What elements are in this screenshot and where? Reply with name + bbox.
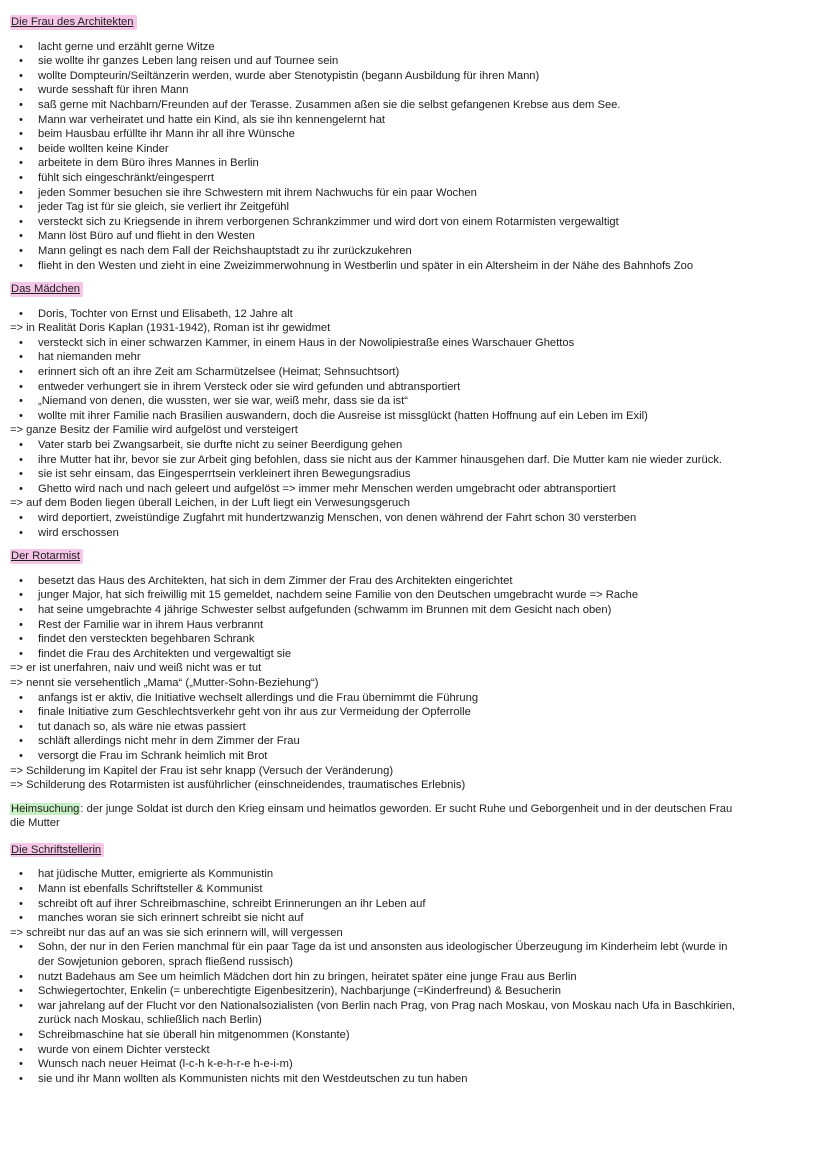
item-text: wird deportiert, zweistündige Zugfahrt mit hundertzwanzig Menschen, von denen während der Fahrt schon 30 versterben: [38, 512, 637, 524]
item-text: Sohn, der nur in den Ferien manchmal für ein paar Tage da ist und ansonsten aus ideologischer Überzeugung im Kinderheim lebt (wurde in: [38, 941, 728, 954]
bullet-dot-icon: •: [19, 215, 23, 228]
item-text: besetzt das Haus des Architekten, hat sich in dem Zimmer der Frau des Architekten eingerichtet: [38, 574, 513, 587]
arrow-note: [10, 321, 818, 336]
arrow-note: [10, 926, 818, 941]
item-text: zurück nach Moskau, schließlich nach Berlin): [38, 1014, 262, 1027]
arrow-note: [10, 676, 818, 691]
bullet-dot-icon: •: [19, 868, 23, 881]
bullet-dot-icon: •: [19, 380, 23, 393]
bullet-item: [10, 632, 818, 647]
bullet-dot-icon: •: [19, 691, 23, 704]
bullet-item: [10, 467, 818, 482]
bullet-dot-icon: •: [19, 98, 23, 111]
bullet-item: [10, 200, 818, 215]
item-text: Vater starb bei Zwangsarbeit, sie durfte nicht zu seiner Beerdigung gehen: [38, 439, 403, 452]
item-text: nutzt Badehaus am See um heimlich Mädchen dort hin zu bringen, heiratet später eine junge Frau aus Berlin: [38, 970, 577, 983]
item-text: Mann ist ebenfalls Schriftsteller & Kommunist: [38, 883, 263, 896]
bullet-item: [10, 438, 818, 453]
arrow-note: [10, 423, 818, 438]
bullet-item: [10, 970, 818, 985]
item-text: entweder verhungert sie in ihrem Versteck oder sie wird gefunden und abtransportiert: [38, 380, 461, 393]
bullet-dot-icon: •: [19, 113, 23, 126]
bullet-dot-icon: •: [19, 84, 23, 97]
item-text: saß gerne mit Nachbarn/Freunden auf der Terasse. Zusammen aßen sie die selbst gefangenen Krebse aus dem See.: [38, 98, 621, 111]
bullet-dot-icon: •: [19, 1043, 23, 1056]
item-text: beide wollten keine Kinder: [38, 142, 169, 155]
section: [10, 282, 818, 540]
item-text: der Sowjetunion geboren, sprach fließend russisch): [38, 956, 293, 969]
bullet-dot-icon: •: [19, 453, 23, 466]
bullet-dot-icon: •: [19, 618, 23, 631]
item-text: wurde von einem Dichter versteckt: [38, 1043, 210, 1056]
section: [10, 15, 818, 273]
item-text: versteckt sich in einer schwarzen Kammer, in einem Haus in der Nowolipiestraße eines Warschauer Ghettos: [38, 336, 575, 349]
bullet-item: [10, 647, 818, 662]
bullet-item: [10, 526, 818, 541]
bullet-item: [10, 897, 818, 912]
item-text: sie wollte ihr ganzes Leben lang reisen und auf Tournee sein: [38, 55, 339, 68]
bullet-item: [10, 911, 818, 926]
section-items: [10, 867, 818, 1086]
bullet-item: [10, 705, 818, 720]
arrow-note: [10, 661, 818, 676]
bullet-item: [10, 734, 818, 749]
bullet-item: [10, 511, 818, 526]
item-text: arbeitete in dem Büro ihres Mannes in Berlin: [38, 157, 259, 170]
item-text: finale Initiative zum Geschlechtsverkehr geht von ihr aus zur Vermeidung der Opferrolle: [38, 706, 471, 719]
bullet-dot-icon: •: [19, 366, 23, 379]
bullet-item: [10, 940, 818, 955]
bullet-dot-icon: •: [19, 512, 23, 524]
item-text: Mann war verheiratet und hatte ein Kind, als sie ihn kennengelernt hat: [38, 113, 386, 126]
bullet-item: [10, 749, 818, 764]
bullet-item: [10, 453, 818, 468]
arrow-note: [10, 778, 818, 793]
bullet-dot-icon: •: [19, 999, 23, 1012]
bullet-dot-icon: •: [19, 69, 23, 82]
section-heading: Das Mädchen: [10, 282, 83, 297]
item-text: Schwiegertochter, Enkelin (= unberechtigte Eigenbesitzerin), Nachbarjunge (=Kinderfreund) & Besucherin: [38, 985, 562, 998]
section-items: [10, 574, 818, 793]
section: [10, 549, 818, 793]
item-text: Wunsch nach neuer Heimat (l-c-h k-e-h-r-e h-e-i-m): [38, 1058, 293, 1071]
item-text: hat jüdische Mutter, emigrierte als Kommunistin: [38, 868, 274, 881]
bullet-item: [10, 984, 818, 999]
bullet-dot-icon: •: [19, 244, 23, 257]
item-text: => ganze Besitz der Familie wird aufgelöst und versteigert: [10, 424, 298, 437]
section-heading: Die Schriftstellerin: [10, 843, 104, 858]
bullet-dot-icon: •: [19, 970, 23, 983]
item-text: schreibt oft auf ihrer Schreibmaschine, schreibt Erinnerungen an ihr Leben auf: [38, 897, 426, 910]
bullet-dot-icon: •: [19, 1072, 23, 1085]
bullet-dot-icon: •: [19, 395, 23, 408]
bullet-item: [10, 113, 818, 128]
item-text: manches woran sie sich erinnert schreibt sie nicht auf: [38, 912, 304, 925]
item-text: jeden Sommer besuchen sie ihre Schwestern mit ihrem Nachwuchs für ein paar Wochen: [38, 186, 477, 199]
item-text: => schreibt nur das auf an was sie sich erinnern will, will vergessen: [10, 926, 343, 939]
item-text: wird erschossen: [38, 526, 119, 539]
bullet-item: [10, 244, 818, 259]
bullet-item: [10, 307, 818, 322]
bullet-dot-icon: •: [19, 1058, 23, 1071]
item-text: => nennt sie versehentlich „Mama“ („Mutter-Sohn-Beziehung“): [10, 676, 319, 689]
bullet-item: [10, 1072, 818, 1087]
bullet-dot-icon: •: [19, 633, 23, 646]
item-text: hat seine umgebrachte 4 jährige Schwester selbst aufgefunden (schwamm im Brunnen mit dem Gesicht nach oben): [38, 603, 612, 616]
bullet-item: [10, 1043, 818, 1058]
bullet-item: [10, 336, 818, 351]
bullet-item: [10, 98, 818, 113]
item-text: fühlt sich eingeschränkt/eingesperrt: [38, 171, 214, 184]
bullet-dot-icon: •: [19, 603, 23, 616]
bullet-dot-icon: •: [19, 482, 23, 495]
bullet-item: [10, 215, 818, 230]
sections-container: [10, 15, 818, 793]
section-heading: Die Frau des Architekten: [10, 15, 137, 30]
item-text: lacht gerne und erzählt gerne Witze: [38, 40, 215, 53]
section-items: [10, 40, 818, 274]
bullet-item: [10, 482, 818, 497]
bullet-item: [10, 618, 818, 633]
bullet-dot-icon: •: [19, 647, 23, 660]
bullet-dot-icon: •: [19, 128, 23, 141]
item-text: Doris, Tochter von Ernst und Elisabeth, 12 Jahre alt: [38, 307, 293, 320]
item-text: findet den versteckten begehbaren Schrank: [38, 633, 255, 646]
item-text: findet die Frau des Architekten und vergewaltigt sie: [38, 647, 292, 660]
heimsuchung-text-line1: : der junge Soldat ist durch den Krieg einsam und heimatlos geworden. Er sucht Ruhe und Geborgenheit und in der deutschen Frau: [80, 802, 733, 815]
item-text: ihre Mutter hat ihr, bevor sie zur Arbeit ging befohlen, dass sie nicht aus der Kammer hinausgehen darf. Die Mutter kam nie wieder zurück.: [38, 453, 723, 466]
item-text: => Schilderung des Rotarmisten ist ausführlicher (einschneidendes, traumatisches Erlebnis): [10, 779, 466, 792]
bullet-item: [10, 186, 818, 201]
item-text: junger Major, hat sich freiwillig mit 15 gemeldet, nachdem seine Familie von den Deutschen umgebracht wurde => Rache: [38, 589, 639, 602]
item-text: wurde sesshaft für ihren Mann: [38, 84, 189, 97]
bullet-dot-icon: •: [19, 720, 23, 733]
bullet-item: [10, 574, 818, 589]
continuation-line: [10, 1013, 818, 1028]
bullet-dot-icon: •: [19, 526, 23, 539]
bullet-dot-icon: •: [19, 40, 23, 53]
bullet-item: [10, 603, 818, 618]
item-text: => er ist unerfahren, naiv und weiß nicht was er tut: [10, 662, 262, 675]
bullet-item: [10, 394, 818, 409]
bullet-dot-icon: •: [19, 1029, 23, 1041]
bullet-dot-icon: •: [19, 897, 23, 910]
item-text: Rest der Familie war in ihrem Haus verbrannt: [38, 618, 264, 631]
bullet-item: [10, 83, 818, 98]
bullet-dot-icon: •: [19, 735, 23, 748]
bullet-item: [10, 171, 818, 186]
item-text: Ghetto wird nach und nach geleert und aufgelöst => immer mehr Menschen werden umgebracht oder abtransportiert: [38, 482, 616, 495]
bullet-item: [10, 69, 818, 84]
item-text: erinnert sich oft an ihre Zeit am Scharmützelsee (Heimat; Sehnsuchtsort): [38, 366, 400, 379]
bullet-dot-icon: •: [19, 749, 23, 762]
bullet-dot-icon: •: [19, 259, 23, 272]
bullet-item: [10, 380, 818, 395]
bullet-item: [10, 999, 818, 1014]
item-text: => in Realität Doris Kaplan (1931-1942), Roman ist ihr gewidmet: [10, 322, 331, 335]
bullet-dot-icon: •: [19, 409, 23, 422]
item-text: beim Hausbau erfüllte ihr Mann ihr all ihre Wünsche: [38, 128, 295, 141]
bullet-dot-icon: •: [19, 468, 23, 481]
bullet-dot-icon: •: [19, 941, 23, 954]
bullet-dot-icon: •: [19, 186, 23, 199]
item-text: „Niemand von denen, die wussten, wer sie war, weiß mehr, dass sie da ist“: [38, 395, 408, 408]
item-text: jeder Tag ist für sie gleich, sie verliert ihr Zeitgefühl: [38, 201, 290, 214]
bullet-item: [10, 867, 818, 882]
bullet-item: [10, 691, 818, 706]
item-text: wollte Dompteurin/Seiltänzerin werden, wurde aber Stenotypistin (begann Ausbildung für ihren Mann): [38, 69, 540, 82]
heimsuchung-text-line2: die Mutter: [10, 817, 60, 830]
bullet-item: [10, 229, 818, 244]
bullet-dot-icon: •: [19, 351, 23, 364]
bullet-dot-icon: •: [19, 706, 23, 719]
item-text: versorgt die Frau im Schrank heimlich mit Brot: [38, 749, 268, 762]
item-text: Mann löst Büro auf und flieht in den Westen: [38, 230, 255, 243]
continuation-line: [10, 955, 818, 970]
bullet-dot-icon: •: [19, 230, 23, 243]
heimsuchung-keyword: Heimsuchung: [11, 802, 80, 815]
item-text: Mann gelingt es nach dem Fall der Reichshauptstadt zu ihr zurückzukehren: [38, 244, 412, 257]
heimsuchung-paragraph: [10, 802, 818, 831]
item-text: hat niemanden mehr: [38, 351, 141, 364]
arrow-note: [10, 764, 818, 779]
item-text: war jahrelang auf der Flucht vor den Nationalsozialisten (von Berlin nach Prag, von Prag nach Moskau, von Moskau nach Ufa in Baschkirien,: [38, 999, 736, 1012]
section-items: [10, 307, 818, 541]
item-text: => auf dem Boden liegen überall Leichen, in der Luft liegt ein Verwesungsgeruch: [10, 497, 410, 510]
bullet-item: [10, 1057, 818, 1072]
bullet-item: [10, 156, 818, 171]
bullet-dot-icon: •: [19, 985, 23, 998]
item-text: versteckt sich zu Kriegsende in ihrem verborgenen Schrankzimmer und wird dort von einem Rotarmisten vergewaltigt: [38, 215, 619, 228]
item-text: => Schilderung im Kapitel der Frau ist sehr knapp (Versuch der Veränderung): [10, 764, 394, 777]
bullet-dot-icon: •: [19, 55, 23, 68]
item-text: flieht in den Westen und zieht in eine Zweizimmerwohnung in Westberlin und später in ein Altersheim in der Nähe des Bahnhofs Zoo: [38, 259, 694, 272]
bullet-dot-icon: •: [19, 883, 23, 896]
item-text: Schreibmaschine hat sie überall hin mitgenommen (Konstante): [38, 1029, 350, 1041]
bullet-item: [10, 882, 818, 897]
item-text: schläft allerdings nicht mehr in dem Zimmer der Frau: [38, 735, 300, 748]
section-heading: Der Rotarmist: [10, 549, 83, 564]
bullet-dot-icon: •: [19, 307, 23, 320]
bullet-dot-icon: •: [19, 171, 23, 184]
item-text: tut danach so, als wäre nie etwas passiert: [38, 720, 246, 733]
bullet-dot-icon: •: [19, 142, 23, 155]
bullet-dot-icon: •: [19, 201, 23, 214]
bullet-item: [10, 350, 818, 365]
item-text: anfangs ist er aktiv, die Initiative wechselt allerdings und die Frau übernimmt die Führung: [38, 691, 479, 704]
bullet-item: [10, 720, 818, 735]
bullet-item: [10, 409, 818, 424]
bullet-dot-icon: •: [19, 439, 23, 452]
item-text: sie ist sehr einsam, das Eingesperrtsein verkleinert ihren Bewegungsradius: [38, 468, 411, 481]
bullet-item: [10, 127, 818, 142]
bullet-dot-icon: •: [19, 589, 23, 602]
bullet-dot-icon: •: [19, 157, 23, 170]
item-text: wollte mit ihrer Familie nach Brasilien auswandern, doch die Ausreise ist missglückt (hatten Hoffnung auf ein Leben im Exil): [38, 409, 648, 422]
arrow-note: [10, 496, 818, 511]
bullet-item: [10, 588, 818, 603]
bullet-item: [10, 259, 818, 274]
bullet-item: [10, 365, 818, 380]
bullet-dot-icon: •: [19, 912, 23, 925]
section-schriftstellerin: [10, 843, 818, 1087]
bullet-item: [10, 1028, 818, 1043]
bullet-dot-icon: •: [19, 336, 23, 349]
bullet-item: [10, 40, 818, 55]
bullet-item: [10, 54, 818, 69]
item-text: sie und ihr Mann wollten als Kommunisten nichts mit den Westdeutschen zu tun haben: [38, 1072, 468, 1085]
bullet-item: [10, 142, 818, 157]
bullet-dot-icon: •: [19, 574, 23, 587]
